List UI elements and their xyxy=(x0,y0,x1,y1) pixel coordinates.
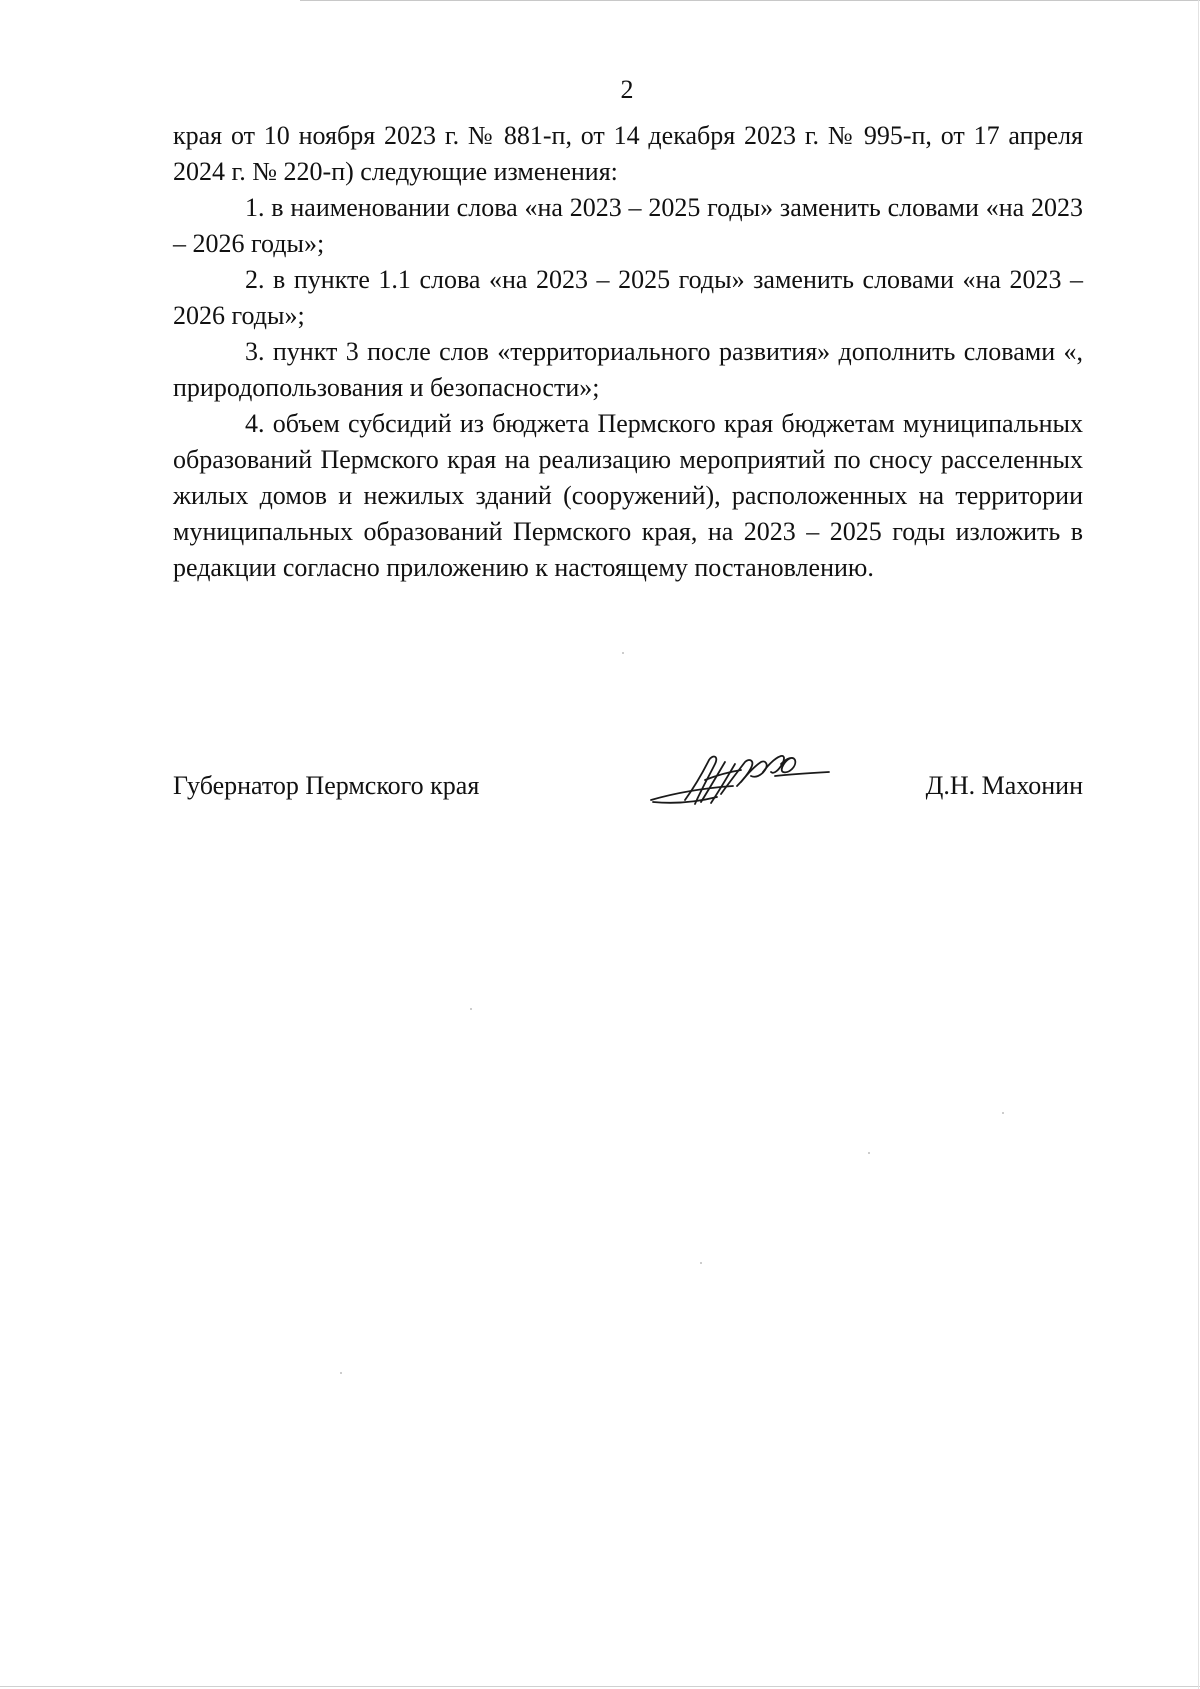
scan-edge-right xyxy=(1198,0,1199,1689)
paragraph-item-2: 2. в пункте 1.1 слова «на 2023 – 2025 годы» заменить словами «на 2023 – 2026 годы»; xyxy=(173,265,1083,330)
scan-speck xyxy=(868,1152,870,1154)
paragraph-item-1: 1. в наименовании слова «на 2023 – 2025 годы» заменить словами «на 2023 – 2026 годы»; xyxy=(173,193,1083,258)
body-text xyxy=(173,118,1083,586)
signer-title: Губернатор Пермского края xyxy=(173,771,480,800)
handwritten-signature xyxy=(645,746,835,816)
paragraph-intro: края от 10 ноября 2023 г. № 881-п, от 14 декабря 2023 г. № 995-п, от 17 апреля 2024 г. № 220-п) следующие изменения: xyxy=(173,121,1083,186)
scan-speck xyxy=(1002,1112,1004,1114)
scan-speck xyxy=(700,1262,702,1264)
paragraph-item-4: 4. объем субсидий из бюджета Пермского края бюджетам муниципальных образований Пермского края на реализацию мероприятий по сносу расселенных жилых домов и нежилых зданий (сооружений), расположенных на территории муниципальных образований Пермского края, на 2023 – 2025 годы изложить в редакции согласно приложению к настоящему постановлению. xyxy=(173,409,1083,582)
scan-speck xyxy=(622,652,624,654)
signature-block xyxy=(173,768,1083,828)
paragraph-item-3: 3. пункт 3 после слов «территориального развития» дополнить словами «, природопользования и безопасности»; xyxy=(173,337,1083,402)
signer-name: Д.Н. Махонин xyxy=(925,771,1083,800)
page-number: 2 xyxy=(620,75,634,104)
scan-edge-top xyxy=(300,0,1200,1)
scan-edge-bottom xyxy=(0,1686,1200,1687)
scan-speck xyxy=(340,1372,342,1374)
scan-speck xyxy=(470,1008,472,1010)
